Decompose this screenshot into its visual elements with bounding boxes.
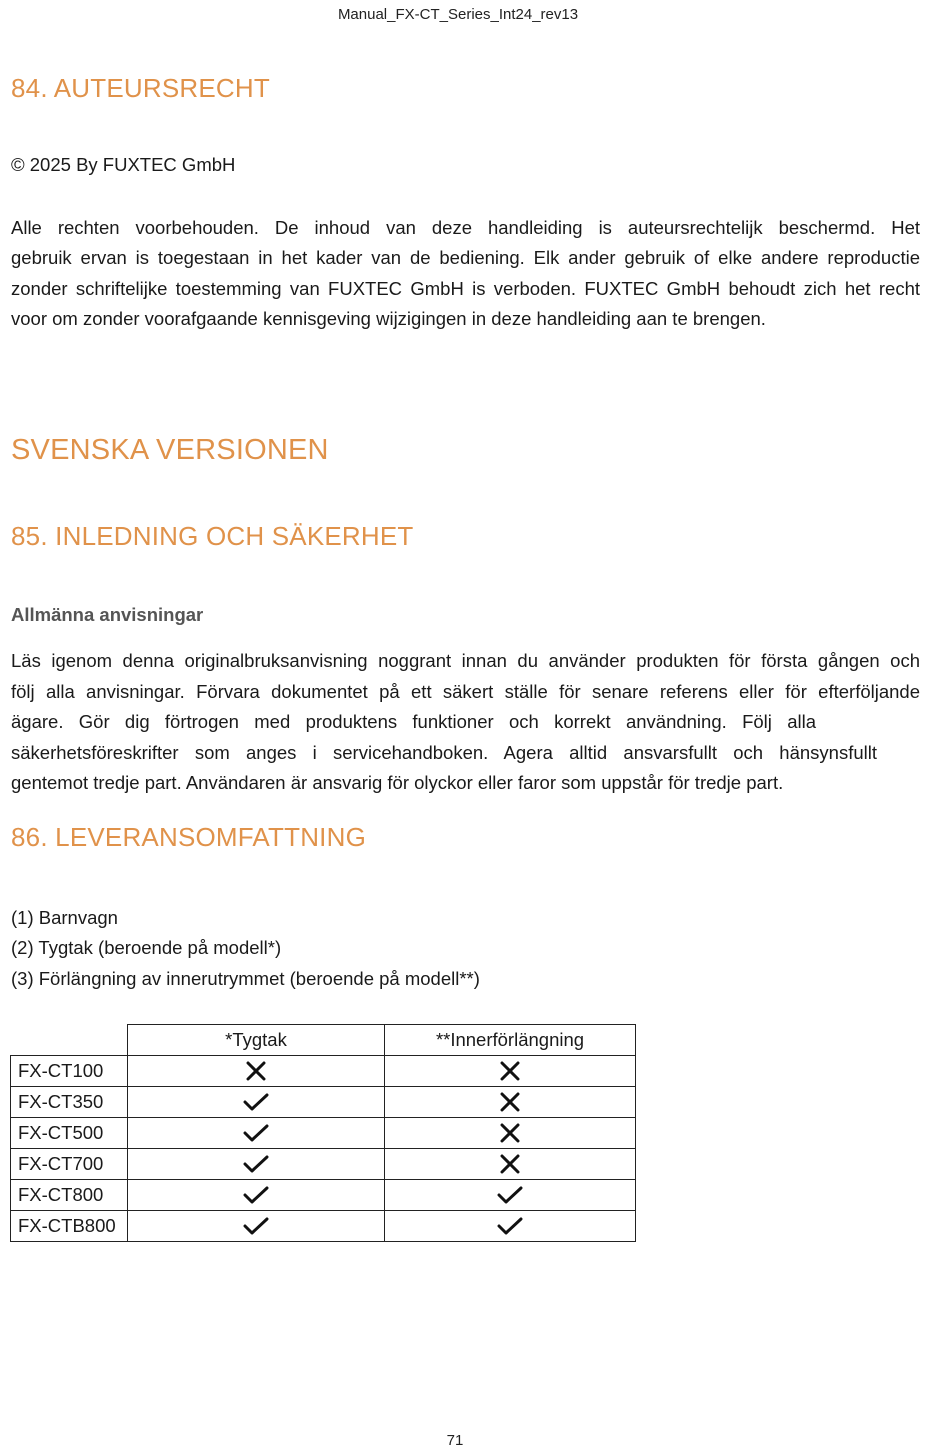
language-version-title: SVENSKA VERSIONEN <box>11 434 329 466</box>
table-corner-cell <box>11 1025 128 1056</box>
model-name-cell: FX-CT100 <box>11 1056 128 1087</box>
section-title-copyright: 84. AUTEURSRECHT <box>11 73 270 103</box>
checkmark-icon <box>128 1118 385 1149</box>
scope-item: (1) Barnvagn <box>11 907 118 928</box>
scope-item: (3) Förlängning av innerutrymmet (beroende på modell**) <box>11 968 480 989</box>
checkmark-icon <box>128 1149 385 1180</box>
table-header-row <box>11 1025 636 1056</box>
section-title-intro: 85. INLEDNING OCH SÄKERHET <box>11 521 414 551</box>
cross-icon <box>385 1087 636 1118</box>
model-name-cell: FX-CT500 <box>11 1118 128 1149</box>
model-name-cell: FX-CT350 <box>11 1087 128 1118</box>
section-title-scope-of-delivery: 86. LEVERANSOMFATTNING <box>11 822 366 852</box>
table-row <box>11 1149 636 1180</box>
copyright-paragraph-line: zonder schriftelijke toestemming van FUXTEC GmbH is verboden. FUXTEC GmbH behoudt zich het recht <box>11 278 920 299</box>
copyright-paragraph-line: voor om zonder voorafgaande kennisgeving wijzigingen in deze handleiding aan te brengen. <box>11 308 766 329</box>
table-row <box>11 1180 636 1211</box>
column-header-fabric-canopy: *Tygtak <box>128 1025 385 1056</box>
cross-icon <box>385 1118 636 1149</box>
copyright-paragraph-line: Alle rechten voorbehouden. De inhoud van deze handleiding is auteursrechtelijk beschermd. Het <box>11 217 920 238</box>
checkmark-icon <box>385 1180 636 1211</box>
intro-paragraph-line: gentemot tredje part. Användaren är ansvarig för olyckor eller faror som uppstår för tredje part. <box>11 772 784 793</box>
table-row <box>11 1118 636 1149</box>
checkmark-icon <box>128 1087 385 1118</box>
intro-paragraph-line: säkerhetsföreskrifter som anges i servicehandboken. Agera alltid ansvarsfullt och hänsynsfullt <box>11 742 877 763</box>
page-number: 71 <box>446 1432 464 1449</box>
intro-paragraph-line: ägare. Gör dig förtrogen med produktens funktioner och korrekt användning. Följ alla <box>11 711 816 732</box>
table-row <box>11 1211 636 1242</box>
model-name-cell: FX-CT800 <box>11 1180 128 1211</box>
model-name-cell: FX-CT700 <box>11 1149 128 1180</box>
checkmark-icon <box>128 1211 385 1242</box>
checkmark-icon <box>128 1180 385 1211</box>
copyright-paragraph-line: gebruik ervan is toegestaan in het kader van de bediening. Elk ander gebruik of elke andere reproductie <box>11 247 920 268</box>
cross-icon <box>385 1056 636 1087</box>
intro-paragraph-line: Läs igenom denna originalbruksanvisning noggrant innan du använder produkten för första gången och <box>11 650 920 671</box>
intro-paragraph-line: följ alla anvisningar. Förvara dokumentet på ett säkert ställe för senare referens eller för efterföljande <box>11 681 920 702</box>
table-row <box>11 1087 636 1118</box>
cross-icon <box>385 1149 636 1180</box>
model-name-cell: FX-CTB800 <box>11 1211 128 1242</box>
copyright-line: © 2025 By FUXTEC GmbH <box>11 154 236 175</box>
model-feature-table <box>10 1024 636 1242</box>
column-header-inner-extension: **Innerförlängning <box>385 1025 636 1056</box>
subheading-general-instructions: Allmänna anvisningar <box>11 604 204 625</box>
scope-item: (2) Tygtak (beroende på modell*) <box>11 937 282 958</box>
running-header: Manual_FX-CT_Series_Int24_rev13 <box>337 6 579 23</box>
cross-icon <box>128 1056 385 1087</box>
table-row <box>11 1056 636 1087</box>
checkmark-icon <box>385 1211 636 1242</box>
